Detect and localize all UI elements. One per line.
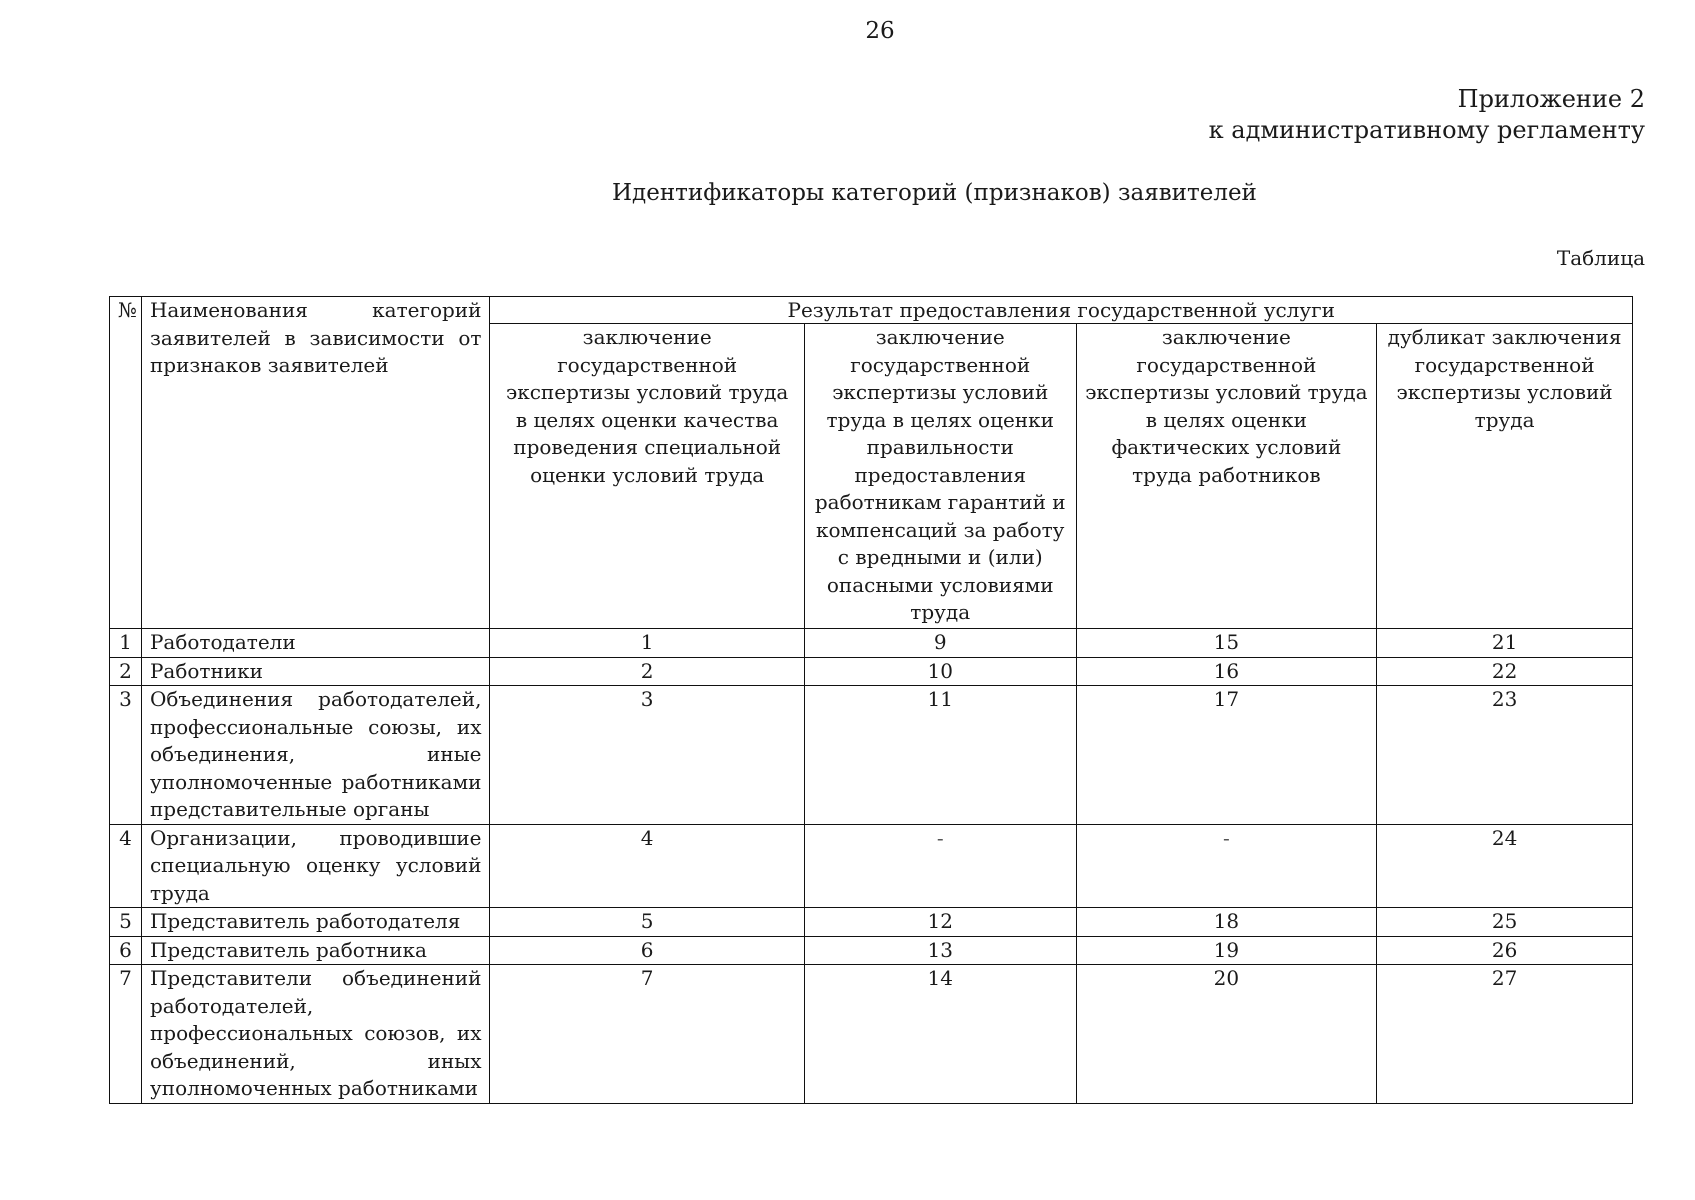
header-result-col-3: заключение государственной экспертизы условий труда в целях оценки фактических условий труда работников [1076,324,1377,629]
row-value: 5 [490,908,804,937]
header-number: № [110,297,142,629]
table-header-row [110,297,1633,324]
row-category-name: Представитель работодателя [141,908,490,937]
row-value: 3 [490,686,804,825]
row-value: 18 [1076,908,1377,937]
row-value-empty: - [804,824,1076,908]
row-value-empty: - [1076,824,1377,908]
row-category-name: Представители объединений работодателей, профессиональных союзов, их объединений, иных уполномоченных работниками [141,965,490,1104]
header-result-col-1: заключение государственной экспертизы условий труда в целях оценки качества проведения специальной оценки условий труда [490,324,804,629]
table-row [110,686,1633,825]
row-value: 9 [804,629,1076,658]
row-number: 4 [110,824,142,908]
row-value: 14 [804,965,1076,1104]
row-value: 20 [1076,965,1377,1104]
appendix-line-1: Приложение 2 [1457,85,1645,113]
header-result-col-2: заключение государственной экспертизы условий труда в целях оценки правильности предоставления работникам гарантий и компенсаций за работу с вредными и (или) опасными условиями труда [804,324,1076,629]
row-value: 26 [1377,936,1633,965]
table-row [110,629,1633,658]
row-category-name: Объединения работодателей, профессиональные союзы, их объединения, иные уполномоченные работниками представительные органы [141,686,490,825]
categories-table [109,296,1633,1104]
row-value: 2 [490,657,804,686]
row-value: 11 [804,686,1076,825]
row-category-name: Работники [141,657,490,686]
row-value: 6 [490,936,804,965]
header-category-name-text: Наименования категорий заявителей в зависимости от признаков заявителей [149,298,482,377]
row-value: 1 [490,629,804,658]
document-title: Идентификаторы категорий (признаков) заявителей [612,180,1257,206]
row-category-name: Представитель работника [141,936,490,965]
row-number: 2 [110,657,142,686]
row-value: 23 [1377,686,1633,825]
row-value: 21 [1377,629,1633,658]
header-result: Результат предоставления государственной услуги [490,297,1633,324]
row-number: 7 [110,965,142,1104]
row-value: 22 [1377,657,1633,686]
row-value: 12 [804,908,1076,937]
row-number: 6 [110,936,142,965]
row-category-name: Работодатели [141,629,490,658]
row-value: 7 [490,965,804,1104]
table-row [110,936,1633,965]
row-value: 16 [1076,657,1377,686]
appendix-line-2: к административному регламенту [1208,116,1645,144]
row-value: 4 [490,824,804,908]
row-value: 13 [804,936,1076,965]
table-caption: Таблица [1556,246,1645,270]
row-value: 17 [1076,686,1377,825]
row-number: 3 [110,686,142,825]
table-row [110,965,1633,1104]
row-value: 24 [1377,824,1633,908]
header-category-name [141,297,490,629]
table-row [110,824,1633,908]
row-value: 19 [1076,936,1377,965]
table-row [110,657,1633,686]
header-result-col-4: дубликат заключения государственной экспертизы условий труда [1377,324,1633,629]
row-value: 27 [1377,965,1633,1104]
row-value: 10 [804,657,1076,686]
row-number: 5 [110,908,142,937]
row-value: 25 [1377,908,1633,937]
row-number: 1 [110,629,142,658]
page-number: 26 [865,18,895,44]
appendix-label [1209,84,1645,146]
table-row [110,908,1633,937]
row-category-name: Организации, проводившие специальную оценку условий труда [141,824,490,908]
row-value: 15 [1076,629,1377,658]
